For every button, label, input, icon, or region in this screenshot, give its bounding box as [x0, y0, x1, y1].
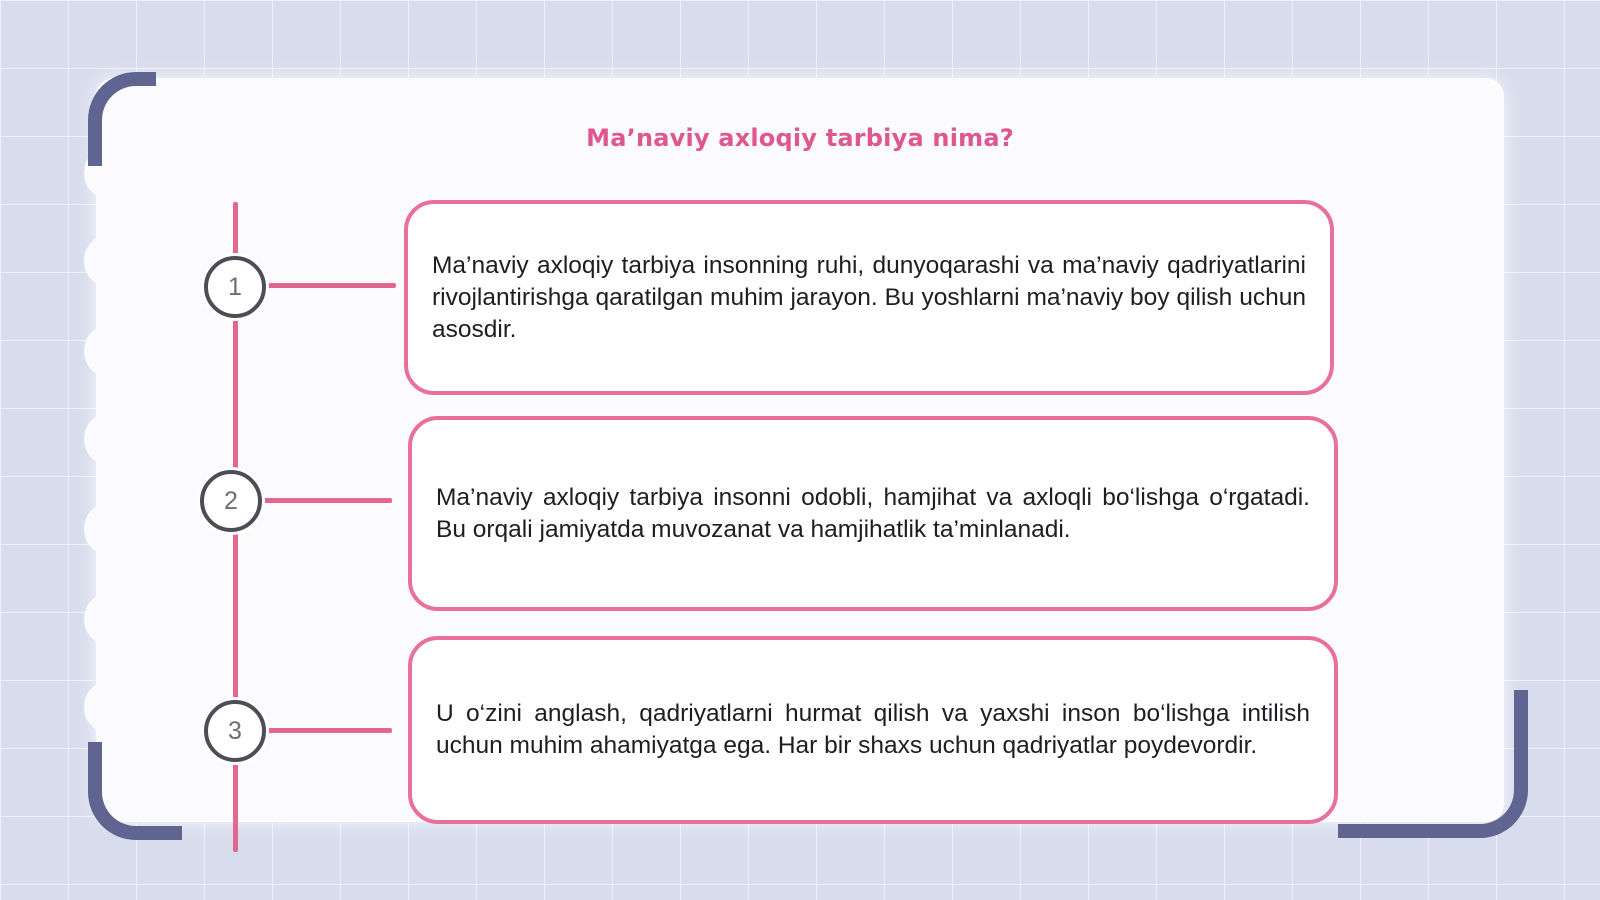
step-1-number-circle: [204, 256, 266, 318]
step-2-number: 2: [224, 486, 238, 515]
slide-title: Ma’naviy axloqiy tarbiya nima?: [586, 124, 1014, 152]
step-2-number-circle: [200, 470, 262, 532]
step-3-text: U o‘zini anglash, qadriyatlarni hurmat qilish va yaxshi inson bo‘lishga intilish uchun muhim ahamiyatga ega. Har bir shaxs uchun qadriyatlar poydevordir.: [436, 700, 1310, 759]
step-1-number: 1: [228, 272, 242, 301]
frame-corner-bottom-right: [1338, 690, 1528, 838]
step-3-number-circle: [204, 700, 266, 762]
step-2-text: Ma’naviy axloqiy tarbiya insonni odobli, hamjihat va axloqli bo‘lishga o‘rgatadi. Bu orqali jamiyatda muvozanat va hamjihatlik ta’minlanadi.: [436, 483, 1310, 543]
step-2-card: [408, 416, 1338, 611]
paper-scallop: [84, 594, 128, 644]
paper-scallop: [84, 414, 128, 464]
step-2-connector: [259, 498, 392, 503]
paper-scallop: [84, 682, 128, 732]
paper-scallop: [84, 326, 128, 376]
step-1-connector: [262, 283, 396, 288]
step-3-card: [408, 636, 1338, 824]
step-3-number: 3: [228, 716, 242, 745]
step-1-card: [404, 200, 1334, 395]
paper-scallop: [84, 236, 128, 286]
step-1-text: Ma’naviy axloqiy tarbiya insonning ruhi, dunyoqarashi va ma’naviy qadriyatlarini rivojlantirishga qaratilgan muhim jarayon. Bu yoshlarni ma’naviy boy qilish uchun asosdir.: [432, 251, 1306, 343]
paper-scallop: [84, 504, 128, 554]
step-3-connector: [262, 728, 392, 733]
frame-corner-bottom-left: [88, 742, 182, 840]
